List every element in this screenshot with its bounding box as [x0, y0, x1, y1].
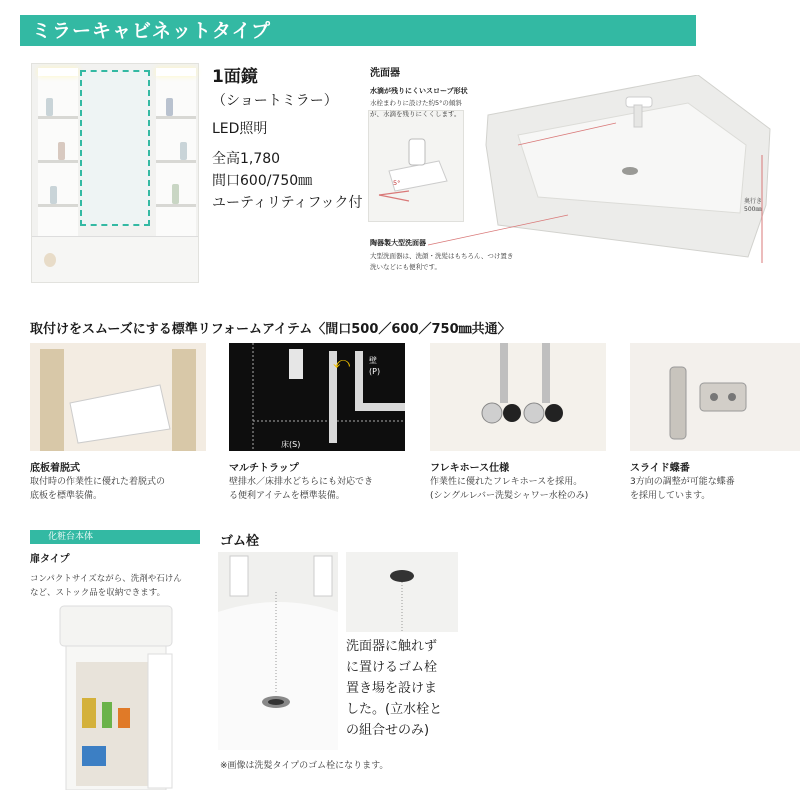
page-title: ミラーキャビネットタイプ	[32, 20, 272, 42]
curved-arrow-icon: ⤺	[333, 353, 351, 372]
gomu-desc: 洗面器に触れず に置けるゴム栓 置き場を設けま した。(立水栓と の組合せのみ)	[346, 639, 443, 738]
bottom-board-image	[30, 343, 206, 451]
gomu-note: ※画像は洗髪タイプのゴム栓になります。	[220, 761, 389, 771]
reform-heading: 取付けをスムーズにする標準リフォームアイテム〈間口500／600／750㎜共通〉	[30, 322, 511, 337]
trap-floor-label: 床(S)	[281, 440, 301, 449]
slope-text: が、水滴を残りにくくします。	[370, 110, 461, 118]
item-desc: 取付時の作業性に優れた着脱式の 底板を標準装備。	[30, 477, 166, 501]
item-title: フレキホース仕様	[430, 463, 510, 474]
spec-line: 間口600/750㎜	[212, 173, 313, 189]
vanity-image	[46, 602, 186, 790]
cabinet-base	[32, 236, 198, 282]
big-basin-title: 陶器製大型洗面器	[370, 239, 426, 247]
item-desc: 壁排水／床排水どちらにも対応でき る便利アイテムを標準装備。	[229, 477, 374, 501]
basin-label: 洗面器	[370, 68, 400, 79]
item-title: スライド蝶番	[630, 463, 690, 474]
gomu-title: ゴム栓	[220, 534, 260, 549]
faucet-closeup-image	[368, 110, 464, 222]
mirror-title: 1面鏡	[212, 67, 258, 87]
flex-hose-image	[430, 343, 606, 451]
big-basin-text: 大型洗面器は、洗顔・洗髪はもちろん、つけ置き	[370, 252, 514, 260]
door-desc: コンパクトサイズながら、洗剤や石けん など、ストック品を収納できます。	[30, 574, 182, 598]
item-desc: 作業性に優れたフレキホースを採用。 (シングルレバー洗髪シャワー水栓のみ)	[430, 477, 589, 501]
trap-p-label: (P)	[369, 367, 381, 376]
door-title: 扉タイプ	[30, 554, 70, 565]
spec-line: ユーティリティフック付	[212, 195, 363, 211]
spec-line: 全高1,780	[212, 151, 281, 167]
item-title: マルチトラップ	[229, 463, 299, 474]
angle-label: 5°	[393, 179, 401, 187]
multi-trap-image	[229, 343, 405, 451]
big-basin-text: 洗いなどにも便利です。	[370, 263, 441, 271]
vanity-badge: 化粧台本体	[30, 530, 200, 544]
led-light	[38, 68, 78, 76]
depth-label: 奥行き 500㎜	[744, 198, 763, 213]
slide-hinge-image	[630, 343, 800, 451]
led-light	[156, 68, 196, 76]
spec-line: LED照明	[212, 121, 268, 137]
trap-wall-label: 壁	[369, 356, 377, 365]
slope-title: 水滴が残りにくいスロープ形状	[370, 87, 468, 95]
item-title: 底板着脱式	[30, 463, 80, 474]
item-desc: 3方向の調整が可能な蝶番 を採用しています。	[630, 477, 735, 501]
drain-plug-image	[218, 552, 338, 750]
plug-holder-image	[346, 552, 458, 632]
slope-text: 水栓まわりに設けた約5°の傾斜	[370, 99, 462, 107]
mirror-cabinet-image	[31, 63, 199, 283]
spec-line: （ショートミラー）	[212, 93, 338, 109]
mirror	[80, 70, 150, 226]
